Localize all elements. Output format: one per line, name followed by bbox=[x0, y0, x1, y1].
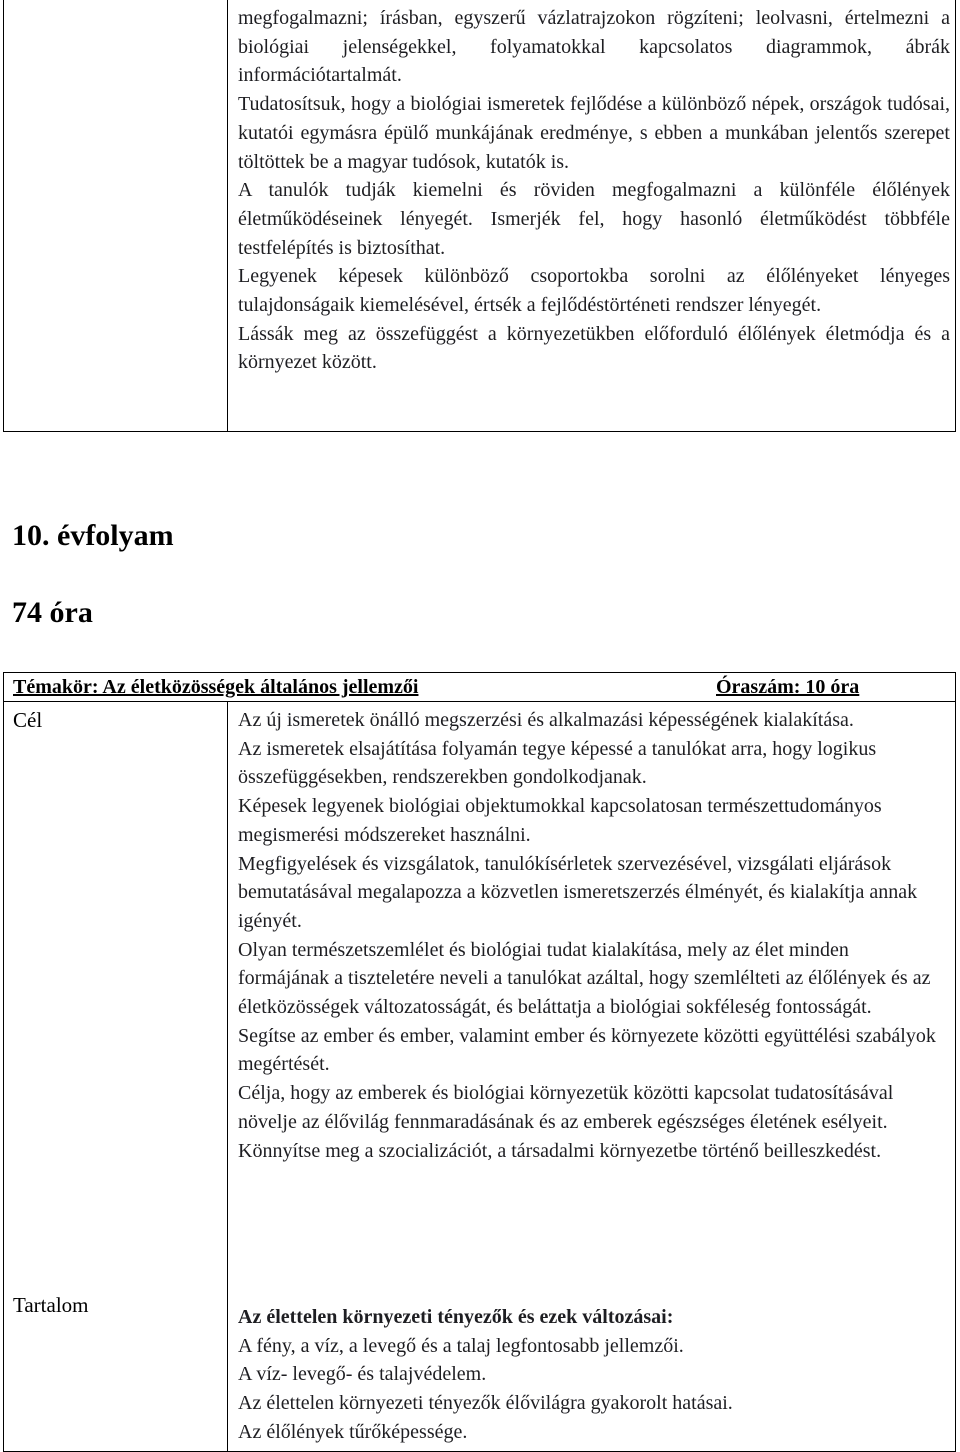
goal-paragraph: Célja, hogy az emberek és biológiai környezetük közötti kapcsolat tudatosításával növelje az élővilág fennmaradásának és az emberek egészséges életének esélyeit. bbox=[238, 1082, 894, 1133]
content-item: Az élőlények tűrőképessége. bbox=[238, 1420, 468, 1443]
topic-title: Témakör: Az életközösségek általános jellemzői bbox=[13, 676, 419, 698]
column-divider bbox=[227, 701, 228, 1451]
paragraph: megfogalmazni; írásban, egyszerű vázlatrajzokon rögzíteni; leolvasni, értelmezni a biológiai jelenségekkel, folyamatokkal kapcsolatos diagrammok, ábrák információtartalmát. bbox=[238, 7, 950, 87]
hours-heading: 74 óra bbox=[12, 596, 93, 629]
grade-heading: 10. évfolyam bbox=[12, 519, 174, 552]
content-label: Tartalom bbox=[13, 1293, 89, 1317]
content-item: Az élettelen környezeti tényezők élővilágra gyakorolt hatásai. bbox=[238, 1392, 733, 1415]
column-divider bbox=[227, 0, 228, 431]
header-divider bbox=[4, 701, 955, 702]
paragraph: Legyenek képesek különböző csoportokba sorolni az élőlényeket lényeges tulajdonságaik kiemelésével, értsék a fejlődéstörténeti rendszer lényegét. bbox=[238, 265, 950, 317]
paragraph: A tanulók tudják kiemelni és röviden megfogalmazni a különféle élőlények életműködéseinek lényegét. Ismerjék fel, hogy hasonló életműködést többféle testfelépítés is biztosíthat. bbox=[238, 179, 950, 259]
goal-paragraph: Megfigyelések és vizsgálatok, tanulókísérletek szervezésével, vizsgálati eljárások bemutatásával megalapozza a közvetlen ismeretszerzés élményét, és kialakítja annak igényét. bbox=[238, 852, 918, 932]
goal-text bbox=[238, 706, 938, 1165]
goal-paragraph: Képesek legyenek biológiai objektumokkal kapcsolatosan természettudományos megismerési módszereket használni. bbox=[238, 795, 882, 846]
paragraph: Lássák meg az összefüggést a környezetükben előforduló élőlények életmódja és a környezet között. bbox=[238, 322, 950, 374]
content-item: A fény, a víz, a levegő és a talaj legfontosabb jellemzői. bbox=[238, 1334, 684, 1357]
content-text bbox=[238, 1303, 938, 1447]
topic-hours: Óraszám: 10 óra bbox=[716, 676, 860, 698]
goal-label: Cél bbox=[13, 708, 43, 732]
top-table bbox=[3, 0, 956, 432]
goal-paragraph: Segítse az ember és ember, valamint ember és környezete közötti együttélési szabályok megértését. bbox=[238, 1024, 936, 1076]
content-heading: Az élettelen környezeti tényezők és ezek változásai: bbox=[238, 1306, 674, 1328]
content-item: A víz- levegő- és talajvédelem. bbox=[238, 1363, 487, 1386]
goal-paragraph: Könnyítse meg a szocializációt, a társadalmi környezetbe történő beilleszkedést. bbox=[238, 1139, 882, 1162]
goal-paragraph: Az új ismeretek önálló megszerzési és alkalmazási képességének kialakítása. bbox=[238, 709, 854, 731]
top-table-text bbox=[238, 4, 950, 377]
topic-table bbox=[3, 672, 956, 1452]
paragraph: Tudatosítsuk, hogy a biológiai ismeretek fejlődése a különböző népek, országok tudósai, kutatói egymásra épülő munkájának eredménye, s ebben a munkában jelentős szerepet töltöttek be a magyar tudósok, kutatók is. bbox=[238, 93, 950, 173]
goal-paragraph: Az ismeretek elsajátítása folyamán tegye képessé a tanulókat arra, hogy logikus összefüggésekben, rendszerekben gondolkodjanak. bbox=[238, 737, 877, 789]
goal-paragraph: Olyan természetszemlélet és biológiai tudat kialakítása, mely az élet minden formájának a tiszteletére neveli a tanulókat azáltal, hogy szemlélteti az élőlények és az életközösségek változatosságát, és beláttatja a biológiai sokféleség fontosságát. bbox=[238, 938, 931, 1019]
